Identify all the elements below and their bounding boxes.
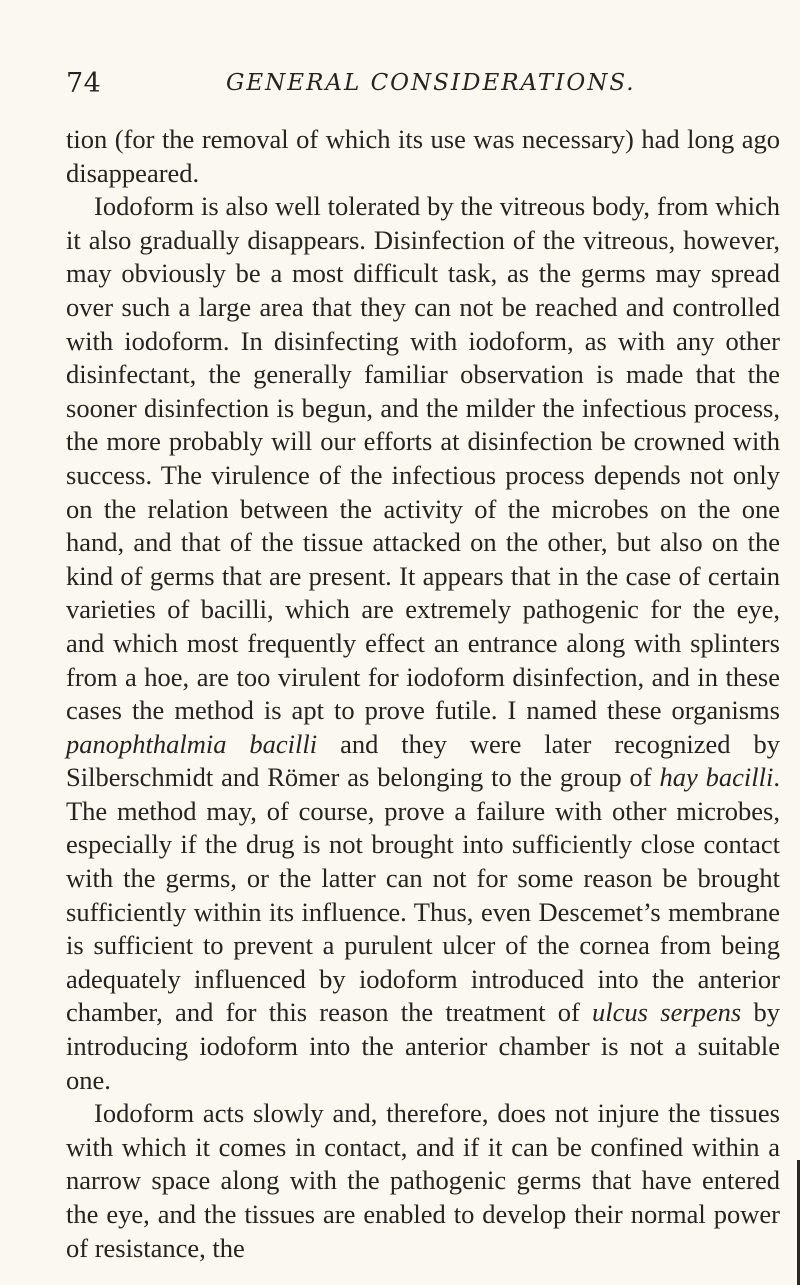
paragraph-continued [66,123,780,190]
text-run: and they were later recognized by Silberschmidt and Römer as belonging to the group of [66,728,781,793]
text-run: Iodoform acts slowly and, therefore, does not injure the tissues with which it comes in contact, and if it can be confined within a narrow space along with the pathogenic germs that have entered the eye, and the tissues are enabled to develop their normal power of resistance, the [66,1098,780,1263]
running-head: GENERAL CONSIDERATIONS. [226,70,636,96]
text-run: . The method may, of course, prove a failure with other microbes, especially if the drug is not brought into sufficiently close contact with the germs, or the latter can not for some reason be brought sufficiently within its influence. Thus, even Descemet’s membrane is sufficient to prevent a purulent ulcer of the cornea from being adequately influenced by iodoform introduced into the anterior chamber, and for this reason the treatment of [66,762,780,1028]
italic-term: hay bacilli [659,762,774,793]
page-number: 74 [66,68,102,99]
text-run: tion (for the removal of which its use was necessary) had long ago disappeared. [66,124,780,188]
italic-term: panophthalmia bacilli [66,728,318,759]
paragraph-iodoform-slow [66,1097,780,1265]
text-run: Iodoform is also well tolerated by the vitreous body, from which it also gradually disappears. Disinfection of the vitreous, however, may obviously be a most difficult task, as the germs may spread over such a large area that they can not be reached and controlled with iodoform. In disinfecting with iodoform, as with any other disinfectant, the generally familiar observation is made that the sooner disinfection is begun, and the milder the infectious process, the more probably will our efforts at disinfection be crowned with success. The virulence of the infectious process depends not only on the relation between the activity of the microbes on the one hand, and that of the tissue attacked on the other, but also on the kind of germs that are present. It appears that in the case of certain varieties of bacilli, which are extremely pathogenic for the eye, and which most frequently effect an entrance along with splinters from a hoe, are too virulent for iodoform disinfection, and in these cases the method is apt to prove futile. I named these organisms [66,191,780,726]
italic-term: ulcus serpens [592,997,742,1028]
paragraph-iodoform-vitreous [66,190,780,1097]
text-run: by introducing iodoform into the anterior chamber is not a suitable one. [66,997,780,1095]
page-header [66,68,776,108]
body-text [66,123,780,1265]
